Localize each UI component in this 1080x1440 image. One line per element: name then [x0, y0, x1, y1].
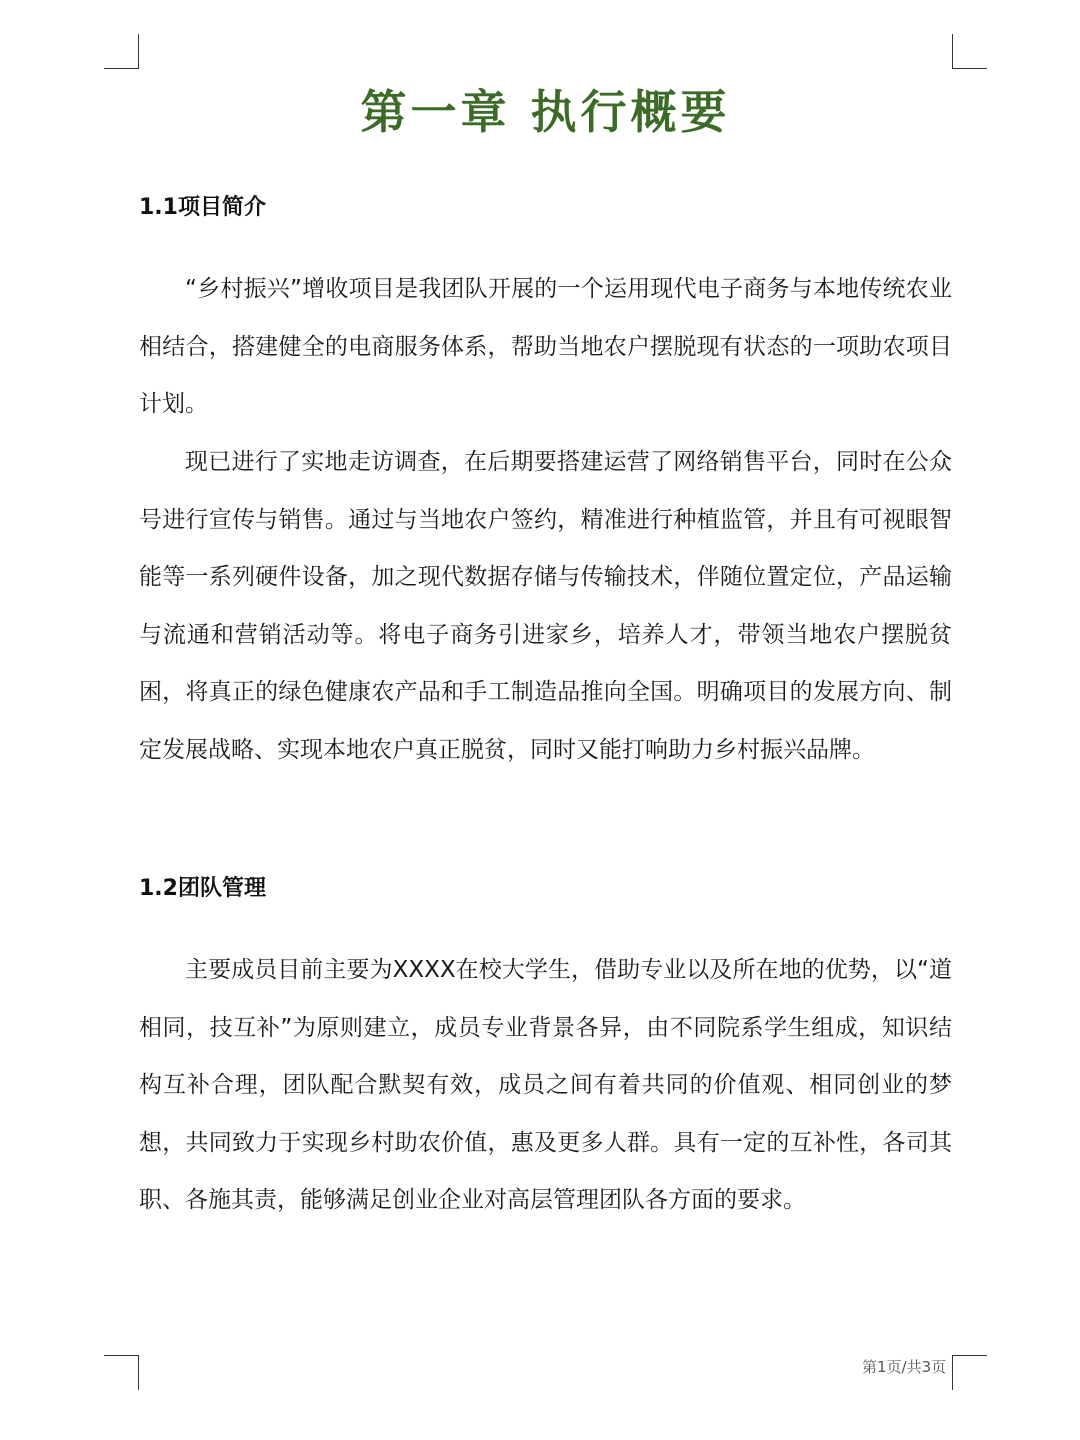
paragraph-intro-1: “乡村振兴”增收项目是我团队开展的一个运用现代电子商务与本地传统农业相结合，搭建健全的电商服务体系，帮助当地农户摆脱现有状态的一项助农项目计划。	[139, 276, 952, 417]
crop-mark-bottom-right	[952, 1355, 987, 1390]
section-heading-team: 1.2团队管理	[139, 876, 266, 901]
page-number: 第1页/共3页	[862, 1358, 947, 1376]
section-heading-intro: 1.1项目简介	[139, 195, 266, 220]
crop-mark-top-right	[952, 34, 987, 69]
paragraph-intro-2: 现已进行了实地走访调查，在后期要搭建运营了网络销售平台，同时在公众号进行宣传与销售。通过与当地农户签约，精准进行种植监管，并且有可视眼智能等一系列硬件设备，加之现代数据存储与传输技术，伴随位置定位，产品运输与流通和营销活动等。将电子商务引进家乡，培养人才，带领当地农户摆脱贫困，将真正的绿色健康农产品和手工制造品推向全国。明确项目的发展方向、制定发展战略、实现本地农户真正脱贫，同时又能打响助力乡村振兴品牌。	[139, 449, 952, 763]
paragraph-team-1: 主要成员目前主要为XXXX在校大学生，借助专业以及所在地的优势，以“道相同，技互补”为原则建立，成员专业背景各异，由不同院系学生组成，知识结构互补合理，团队配合默契有效，成员之间有着共同的价值观、相同创业的梦想，共同致力于实现乡村助农价值，惠及更多人群。具有一定的互补性，各司其职、各施其责，能够满足创业企业对高层管理团队各方面的要求。	[139, 957, 952, 1213]
crop-mark-top-left	[104, 34, 139, 69]
crop-mark-bottom-left	[104, 1355, 139, 1390]
chapter-title: 第一章 执行概要	[360, 85, 731, 139]
